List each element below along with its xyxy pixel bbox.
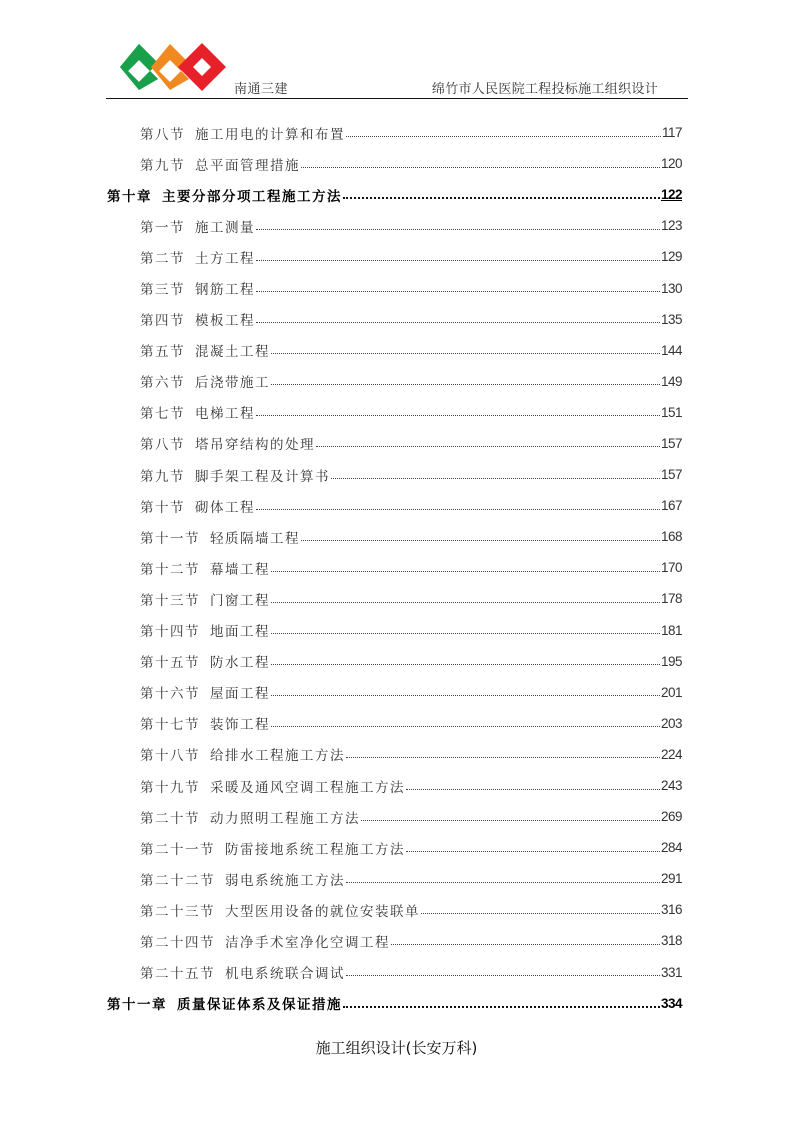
toc-entry-page: 120 bbox=[660, 156, 682, 172]
dot-leader bbox=[346, 881, 660, 883]
toc-entry-page: 130 bbox=[660, 280, 682, 296]
toc-entry[interactable] bbox=[107, 397, 682, 428]
toc-entry-page: 181 bbox=[660, 622, 682, 638]
toc-entry[interactable] bbox=[107, 708, 682, 739]
dot-leader bbox=[271, 570, 660, 572]
toc-entry-number: 第十一节 bbox=[140, 530, 200, 547]
toc-entry-title: 砌体工程 bbox=[195, 499, 255, 516]
toc-entry-page: 291 bbox=[660, 871, 682, 887]
toc-entry-title: 总平面管理措施 bbox=[195, 157, 300, 174]
dot-leader bbox=[346, 135, 661, 137]
toc-entry-page: 170 bbox=[660, 560, 682, 576]
dot-leader bbox=[256, 414, 660, 416]
dot-leader bbox=[391, 943, 660, 945]
dot-leader bbox=[256, 290, 660, 292]
toc-entry-page: 318 bbox=[660, 933, 682, 949]
toc-entry[interactable] bbox=[107, 521, 682, 552]
toc-entry-number: 第二十五节 bbox=[140, 966, 215, 983]
toc-entry-page: 334 bbox=[660, 995, 682, 1011]
toc-entry[interactable] bbox=[107, 459, 682, 490]
toc-entry[interactable] bbox=[107, 210, 682, 241]
toc-entry-number: 第十三节 bbox=[140, 592, 200, 609]
toc-entry-title: 防水工程 bbox=[210, 655, 270, 672]
toc-entry[interactable] bbox=[107, 615, 682, 646]
toc-entry-number: 第二节 bbox=[140, 250, 185, 267]
toc-entry[interactable] bbox=[107, 490, 682, 521]
toc-entry-title: 弱电系统施工方法 bbox=[225, 872, 345, 889]
dot-leader bbox=[271, 663, 660, 665]
toc-entry-number: 第六节 bbox=[140, 375, 185, 392]
toc-entry[interactable] bbox=[107, 335, 682, 366]
toc-entry-page: 144 bbox=[660, 342, 682, 358]
toc-entry-title: 采暖及通风空调工程施工方法 bbox=[210, 779, 405, 796]
toc-entry[interactable] bbox=[107, 583, 682, 614]
toc-entry-number: 第二十四节 bbox=[140, 934, 215, 951]
toc-entry-title: 幕墙工程 bbox=[210, 561, 270, 578]
toc-entry-title: 屋面工程 bbox=[210, 686, 270, 703]
toc-entry-title: 土方工程 bbox=[195, 250, 255, 267]
toc-entry[interactable] bbox=[107, 894, 682, 925]
toc-entry-number: 第八节 bbox=[140, 437, 185, 454]
toc-entry-title: 地面工程 bbox=[210, 624, 270, 641]
dot-leader bbox=[421, 912, 660, 914]
toc-entry-title: 脚手架工程及计算书 bbox=[195, 468, 330, 485]
toc-entry-title: 轻质隔墙工程 bbox=[210, 530, 300, 547]
toc-entry[interactable] bbox=[107, 646, 682, 677]
dot-leader bbox=[256, 228, 660, 230]
toc-entry-title: 装饰工程 bbox=[210, 717, 270, 734]
toc-entry-page: 168 bbox=[660, 529, 682, 545]
dot-leader bbox=[271, 383, 660, 385]
toc-entry-title: 塔吊穿结构的处理 bbox=[195, 437, 315, 454]
toc-entry-page: 178 bbox=[660, 591, 682, 607]
toc-entry-title: 动力照明工程施工方法 bbox=[210, 810, 360, 827]
dot-leader bbox=[301, 539, 660, 541]
toc-entry[interactable] bbox=[107, 272, 682, 303]
toc-entry-page: 117 bbox=[661, 125, 682, 141]
toc-entry[interactable] bbox=[107, 863, 682, 894]
toc-entry-number: 第十一章 bbox=[107, 997, 167, 1014]
toc-entry-number: 第十章 bbox=[107, 188, 152, 205]
toc-entry-title: 洁净手术室净化空调工程 bbox=[225, 934, 390, 951]
toc-entry-page: 157 bbox=[660, 435, 682, 451]
dot-leader bbox=[406, 788, 660, 790]
toc-entry-page: 316 bbox=[660, 902, 682, 918]
dot-leader bbox=[346, 756, 660, 758]
toc-entry-title: 门窗工程 bbox=[210, 592, 270, 609]
toc-entry-number: 第九节 bbox=[140, 468, 185, 485]
dot-leader bbox=[271, 694, 660, 696]
toc-entry-page: 167 bbox=[660, 498, 682, 514]
dot-leader bbox=[343, 196, 660, 199]
toc-entry-number: 第十二节 bbox=[140, 561, 200, 578]
toc-entry-number: 第二十一节 bbox=[140, 841, 215, 858]
dot-leader bbox=[271, 601, 660, 603]
toc-entry-page: 269 bbox=[660, 809, 682, 825]
dot-leader bbox=[346, 974, 660, 976]
toc-entry-number: 第五节 bbox=[140, 344, 185, 361]
toc-entry-title: 给排水工程施工方法 bbox=[210, 748, 345, 765]
toc-entry-page: 195 bbox=[660, 653, 682, 669]
toc-entry-page: 157 bbox=[660, 467, 682, 483]
toc-entry-number: 第二十二节 bbox=[140, 872, 215, 889]
toc-entry[interactable] bbox=[107, 241, 682, 272]
toc-entry-page: 135 bbox=[660, 311, 682, 327]
toc-entry-page: 243 bbox=[660, 778, 682, 794]
toc-entry[interactable] bbox=[107, 148, 682, 179]
toc-entry-page: 201 bbox=[660, 684, 682, 700]
toc-entry-page: 129 bbox=[660, 249, 682, 265]
toc-entry-title: 主要分部分项工程施工方法 bbox=[162, 188, 342, 205]
toc-entry-number: 第九节 bbox=[140, 157, 185, 174]
toc-entry-number: 第十九节 bbox=[140, 779, 200, 796]
toc-entry-page: 331 bbox=[660, 964, 682, 980]
dot-leader bbox=[406, 850, 660, 852]
toc-entry[interactable] bbox=[107, 677, 682, 708]
dot-leader bbox=[301, 166, 660, 168]
toc-entry-title: 防雷接地系统工程施工方法 bbox=[225, 841, 405, 858]
dot-leader bbox=[316, 445, 660, 447]
toc-entry-number: 第十八节 bbox=[140, 748, 200, 765]
company-name: 南通三建 bbox=[234, 82, 289, 97]
toc-entry[interactable] bbox=[107, 552, 682, 583]
toc-entry-title: 质量保证体系及保证措施 bbox=[177, 997, 342, 1014]
toc-entry[interactable] bbox=[107, 801, 682, 832]
toc-entry-title: 大型医用设备的就位安装联单 bbox=[225, 903, 420, 920]
toc-entry-number: 第三节 bbox=[140, 282, 185, 299]
toc-entry-title: 电梯工程 bbox=[195, 406, 255, 423]
toc-entry-page: 123 bbox=[660, 218, 682, 234]
dot-leader bbox=[271, 352, 660, 354]
toc-entry-number: 第十五节 bbox=[140, 655, 200, 672]
toc-entry[interactable] bbox=[107, 739, 682, 770]
dot-leader bbox=[361, 819, 660, 821]
toc-entry-number: 第四节 bbox=[140, 313, 185, 330]
toc-entry-page: 151 bbox=[660, 404, 682, 420]
page-footer: 施工组织设计(长安万科) bbox=[315, 1039, 478, 1057]
dot-leader bbox=[256, 321, 660, 323]
toc-entry-number: 第十节 bbox=[140, 499, 185, 516]
toc-entry[interactable] bbox=[107, 428, 682, 459]
dot-leader bbox=[256, 508, 660, 510]
toc-entry-page: 149 bbox=[660, 373, 682, 389]
toc-entry-number: 第二十三节 bbox=[140, 903, 215, 920]
table-of-contents bbox=[107, 117, 682, 1019]
toc-entry[interactable] bbox=[107, 304, 682, 335]
toc-entry-number: 第八节 bbox=[140, 126, 185, 143]
toc-entry-title: 施工测量 bbox=[195, 219, 255, 236]
toc-chapter-entry[interactable] bbox=[107, 988, 682, 1019]
dot-leader bbox=[256, 259, 660, 261]
toc-entry-title: 后浇带施工 bbox=[195, 375, 270, 392]
dot-leader bbox=[343, 1005, 660, 1008]
toc-entry-page: 284 bbox=[660, 840, 682, 856]
toc-entry[interactable] bbox=[107, 832, 682, 863]
toc-entry-page: 224 bbox=[660, 746, 682, 762]
toc-entry-number: 第二十节 bbox=[140, 810, 200, 827]
toc-chapter-entry[interactable] bbox=[107, 179, 682, 210]
dot-leader bbox=[331, 477, 660, 479]
toc-entry-title: 模板工程 bbox=[195, 313, 255, 330]
toc-entry[interactable] bbox=[107, 957, 682, 988]
toc-entry-number: 第十七节 bbox=[140, 717, 200, 734]
toc-entry-page: 122 bbox=[660, 187, 682, 203]
toc-entry[interactable] bbox=[107, 366, 682, 397]
toc-entry-page: 203 bbox=[660, 715, 682, 731]
toc-entry-number: 第一节 bbox=[140, 219, 185, 236]
document-title: 绵竹市人民医院工程投标施工组织设计 bbox=[431, 82, 658, 97]
page-header bbox=[106, 40, 688, 99]
toc-entry-title: 机电系统联合调试 bbox=[225, 966, 345, 983]
toc-entry-number: 第十六节 bbox=[140, 686, 200, 703]
toc-entry-title: 混凝土工程 bbox=[195, 344, 270, 361]
toc-entry[interactable] bbox=[107, 117, 682, 148]
toc-entry[interactable] bbox=[107, 770, 682, 801]
toc-entry-title: 施工用电的计算和布置 bbox=[195, 126, 345, 143]
dot-leader bbox=[271, 632, 660, 634]
toc-entry-number: 第七节 bbox=[140, 406, 185, 423]
toc-entry-number: 第十四节 bbox=[140, 624, 200, 641]
toc-entry[interactable] bbox=[107, 925, 682, 956]
toc-entry-title: 钢筋工程 bbox=[195, 282, 255, 299]
company-logo-icon bbox=[118, 42, 230, 92]
dot-leader bbox=[271, 725, 660, 727]
